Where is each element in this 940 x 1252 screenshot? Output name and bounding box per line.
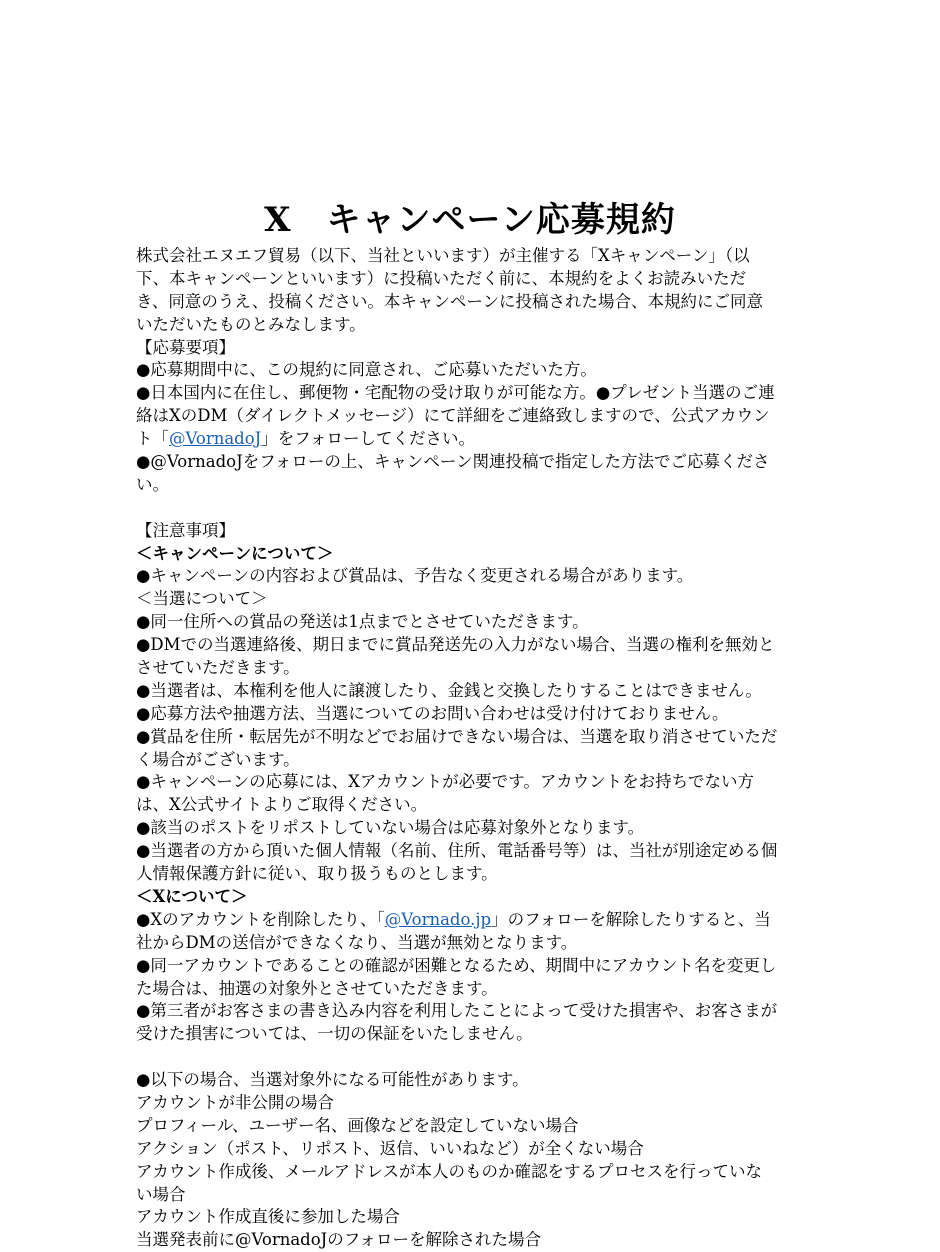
note-line: ●賞品を住所・転居先が不明などでお届けできない場合は、当選を取り消させていただ — [136, 726, 778, 746]
note-line: 人情報保護方針に従い、取り扱うものとします。 — [136, 864, 498, 884]
requirement-line: ●@VornadoJをフォローの上、キャンペーン関連投稿で指定した方法でご応募くださ — [136, 452, 770, 472]
notes-heading: 【注意事項】 — [136, 520, 235, 540]
note-text: ●Xのアカウントを削除したり、「 — [136, 909, 385, 929]
note-line: ●キャンペーンの内容および賞品は、予告なく変更される場合があります。 — [136, 566, 694, 586]
note-line: く場合がございます。 — [136, 749, 300, 769]
note-line: 社からDMの送信ができなくなり、当選が無効となります。 — [136, 932, 578, 952]
exclusion-line: アカウントが非公開の場合 — [136, 1092, 334, 1112]
campaign-subheading: ＜キャンペーンについて＞ — [136, 543, 334, 563]
terms-body — [136, 245, 816, 1252]
exclusion-line: アクション（ポスト、リポスト、返信、いいねなど）が全くない場合 — [136, 1138, 644, 1158]
note-line: ●同一アカウントであることの確認が困難となるため、期間中にアカウント名を変更し — [136, 955, 777, 975]
exclusion-line: アカウント作成直後に参加した場合 — [136, 1207, 400, 1227]
x-subheading: ＜Xについて＞ — [136, 886, 248, 906]
intro-line: いただいたものとみなします。 — [136, 314, 366, 334]
requirement-text: 」をフォローしてください。 — [261, 429, 475, 449]
note-line: ●当選者は、本権利を他人に譲渡したり、金銭と交換したりすることはできません。 — [136, 680, 762, 700]
exclusion-line: プロフィール、ユーザー名、画像などを設定していない場合 — [136, 1115, 579, 1135]
note-line: ●同一住所への賞品の発送は1点までとさせていただきます。 — [136, 612, 589, 632]
winning-subheading: ＜当選について＞ — [136, 589, 268, 609]
requirement-line — [136, 428, 816, 451]
requirement-line: ●応募期間中に、この規約に同意され、ご応募いただいた方。 — [136, 360, 597, 380]
vornadoj-account-link[interactable]: @VornadoJ — [169, 429, 262, 449]
note-line — [136, 909, 816, 932]
spacer — [136, 497, 816, 520]
requirement-text: ト「 — [136, 429, 169, 449]
note-line: 受けた損害については、一切の保証をいたしません。 — [136, 1024, 533, 1044]
note-line: ●第三者がお客さまの書き込み内容を利用したことによって受けた損害や、お客さまが — [136, 1001, 778, 1021]
vornado-jp-account-link[interactable]: @Vornado.jp — [384, 909, 492, 929]
note-line: ●キャンペーンの応募には、Xアカウントが必要です。アカウントをお持ちでない方 — [136, 772, 754, 792]
note-line: ●DMでの当選連絡後、期日までに賞品発送先の入力がない場合、当選の権利を無効と — [136, 635, 775, 655]
note-text: 」のフォローを解除したりすると、当 — [491, 909, 771, 929]
note-line: させていただきます。 — [136, 658, 300, 678]
requirement-line: 絡はXのDM（ダイレクトメッセージ）にて詳細をご連絡致しますので、公式アカウン — [136, 406, 770, 426]
note-line: ●応募方法や抽選方法、当選についてのお問い合わせは受け付けておりません。 — [136, 703, 729, 723]
intro-line: き、同意のうえ、投稿ください。本キャンペーンに投稿された場合、本規約にご同意 — [136, 291, 763, 311]
intro-line: 下、本キャンペーンといいます）に投稿いただく前に、本規約をよくお読みいただ — [136, 268, 747, 288]
exclusion-line: アカウント作成後、メールアドレスが本人のものか確認をするプロセスを行っていな — [136, 1161, 763, 1181]
note-line: は、X公式サイトよりご取得ください。 — [136, 795, 428, 815]
intro-line: 株式会社エヌエフ貿易（以下、当社といいます）が主催する「Xキャンペーン」（以 — [136, 246, 750, 265]
requirement-line: い。 — [136, 474, 169, 494]
requirements-heading: 【応募要項】 — [136, 337, 235, 357]
exclusion-line: 当選発表前に@VornadoJのフォローを解除された場合 — [136, 1230, 541, 1250]
note-line: ●該当のポストをリポストしていない場合は応募対象外となります。 — [136, 818, 645, 838]
note-line: ●当選者の方から頂いた個人情報（名前、住所、電話番号等）は、当社が別途定める個 — [136, 841, 778, 861]
spacer — [136, 1046, 816, 1069]
exclusion-line: い場合 — [136, 1184, 186, 1204]
requirement-line: ●日本国内に在住し、郵便物・宅配物の受け取りが可能な方。●プレゼント当選のご連 — [136, 383, 775, 403]
exclusions-heading: ●以下の場合、当選対象外になる可能性があります。 — [136, 1070, 529, 1090]
note-line: た場合は、抽選の対象外とさせていただきます。 — [136, 978, 498, 998]
page-title: X キャンペーン応募規約 — [264, 200, 676, 240]
